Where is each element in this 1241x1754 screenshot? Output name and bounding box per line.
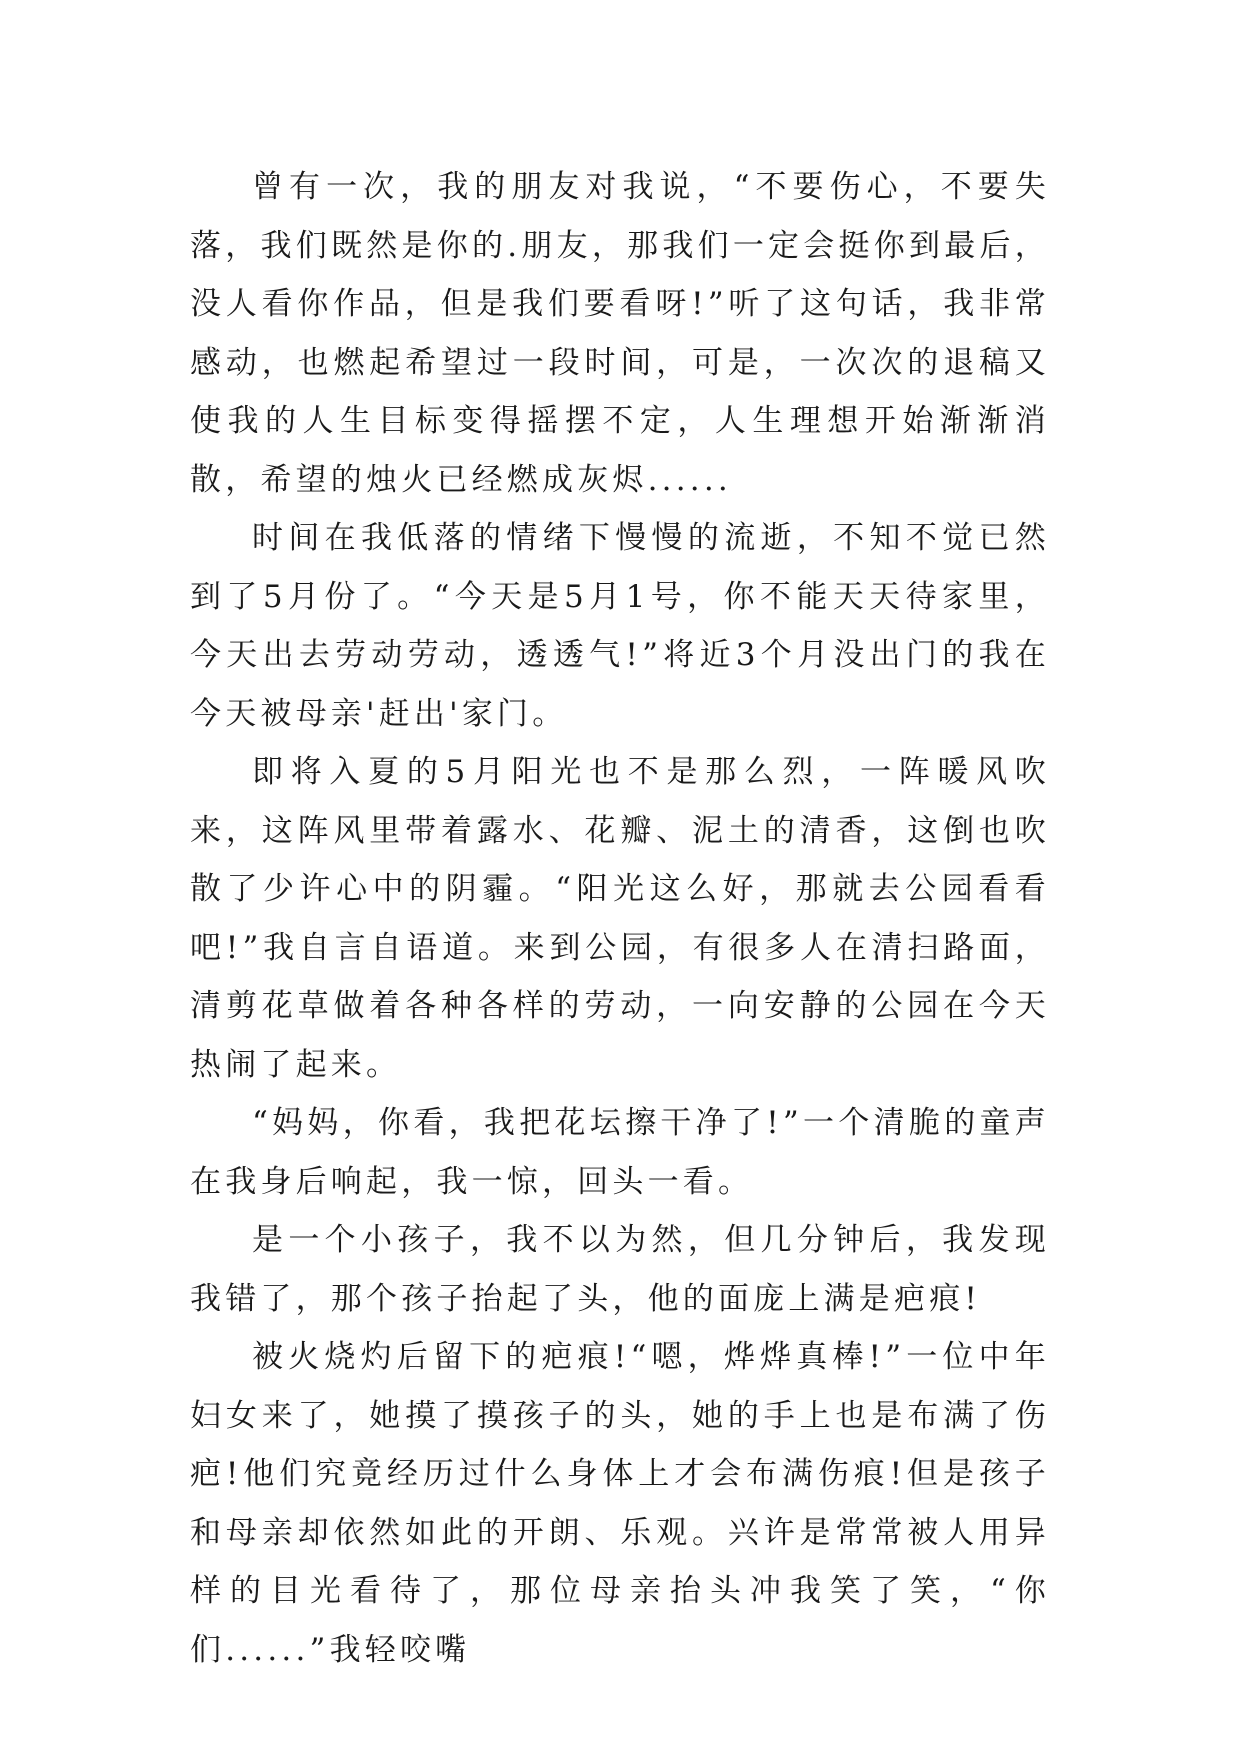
paragraph-3: 即将入夏的5月阳光也不是那么烈，一阵暖风吹来，这阵风里带着露水、花瓣、泥土的清香，这倒也吹散了少许心中的阴霾。“阳光这么好，那就去公园看看吧!”我自言自语道。来到公园，有很多人在清扫路面，清剪花草做着各种各样的劳动，一向安静的公园在今天热闹了起来。 bbox=[190, 754, 1050, 1083]
paragraph-6: 被火烧灼后留下的疤痕!“嗯，烨烨真棒!”一位中年妇女来了，她摸了摸孩子的头，她的手上也是布满了伤疤!他们究竟经历过什么身体上才会布满伤痕!但是孩子和母亲却依然如此的开朗、乐观。兴许是常常被人用异样的目光看待了，那位母亲抬头冲我笑了笑，“你们......”我轻咬嘴 bbox=[190, 1339, 1050, 1668]
paragraph-2: 时间在我低落的情绪下慢慢的流逝，不知不觉已然到了5月份了。“今天是5月1号，你不能天天待家里，今天出去劳动劳动，透透气!”将近3个月没出门的我在今天被母亲'赶出'家门。 bbox=[190, 520, 1050, 732]
document-body bbox=[190, 158, 1050, 1679]
paragraph-4: “妈妈，你看，我把花坛擦干净了!”一个清脆的童声在我身后响起，我一惊，回头一看。 bbox=[190, 1105, 1050, 1200]
paragraph-5: 是一个小孩子，我不以为然，但几分钟后，我发现我错了，那个孩子抬起了头，他的面庞上满是疤痕! bbox=[190, 1222, 1050, 1317]
paragraph-1: 曾有一次，我的朋友对我说，“不要伤心，不要失落，我们既然是你的.朋友，那我们一定会挺你到最后，没人看你作品，但是我们要看呀!”听了这句话，我非常感动，也燃起希望过一段时间，可是，一次次的退稿又使我的人生目标变得摇摆不定，人生理想开始渐渐消散，希望的烛火已经燃成灰烬...... bbox=[190, 169, 1050, 498]
